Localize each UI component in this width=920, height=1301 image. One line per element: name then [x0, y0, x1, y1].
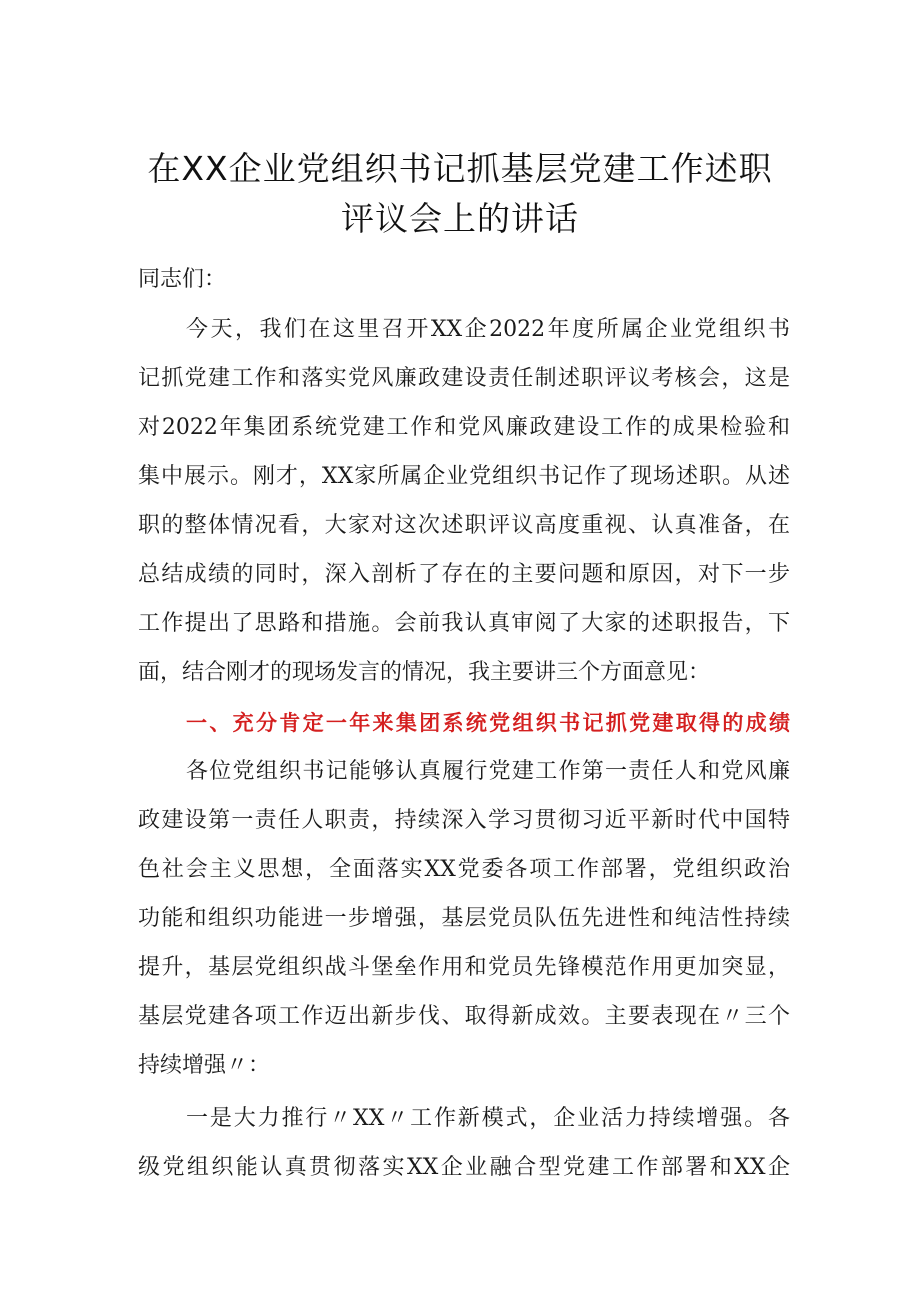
paragraph-1-line: 今天，我们在这里召开XX企2022年度所属企业党组织书 — [186, 317, 790, 342]
paragraph-2-line: 基层党建各项工作迈出新步伐、取得新成效。主要表现在〃三个 — [138, 1004, 790, 1029]
paragraph-3-line: 级党组织能认真贯彻落实XX企业融合型党建工作部署和XX企 — [138, 1155, 790, 1180]
salutation: 同志们： — [138, 267, 227, 292]
paragraph-1-line: 集中展示。刚才，XX家所属企业党组织书记作了现场述职。从述 — [138, 464, 790, 489]
paragraph-2-line: 功能和组织功能进一步增强，基层党员队伍先进性和纯洁性持续 — [138, 906, 790, 931]
paragraph-1-line: 面，结合刚才的现场发言的情况，我主要讲三个方面意见： — [138, 660, 711, 685]
paragraph-2-line: 色社会主义思想，全面落实XX党委各项工作部署，党组织政治 — [138, 857, 790, 882]
paragraph-2-line: 政建设第一责任人职责，持续深入学习贯彻习近平新时代中国特 — [138, 808, 790, 833]
paragraph-3-line: 一是大力推行〃XX〃工作新模式，企业活力持续增强。各 — [186, 1106, 790, 1131]
paragraph-2-line: 提升，基层党组织战斗堡垒作用和党员先锋模范作用更加突显， — [138, 955, 790, 980]
paragraph-1-line: 工作提出了思路和措施。会前我认真审阅了大家的述职报告，下 — [138, 611, 790, 636]
paragraph-1-line: 对2022年集团系统党建工作和党风廉政建设工作的成果检验和 — [138, 415, 790, 440]
paragraph-1-line: 职的整体情况看，大家对这次述职评议高度重视、认真准备，在 — [138, 513, 790, 538]
paragraph-1-line: 记抓党建工作和落实党风廉政建设责任制述职评议考核会，这是 — [138, 366, 790, 391]
title-line-1: 在XX企业党组织书记抓基层党建工作述职 — [147, 149, 773, 188]
title-line-2: 评议会上的讲话 — [341, 199, 579, 238]
paragraph-1-line: 总结成绩的同时，深入剖析了存在的主要问题和原因，对下一步 — [138, 562, 790, 587]
paragraph-2-line: 各位党组织书记能够认真履行党建工作第一责任人和党风廉 — [186, 759, 790, 784]
section-heading-1: 一、充分肯定一年来集团系统党组织书记抓党建取得的成绩 — [186, 711, 790, 735]
paragraph-2-line: 持续增强〃： — [138, 1053, 271, 1078]
